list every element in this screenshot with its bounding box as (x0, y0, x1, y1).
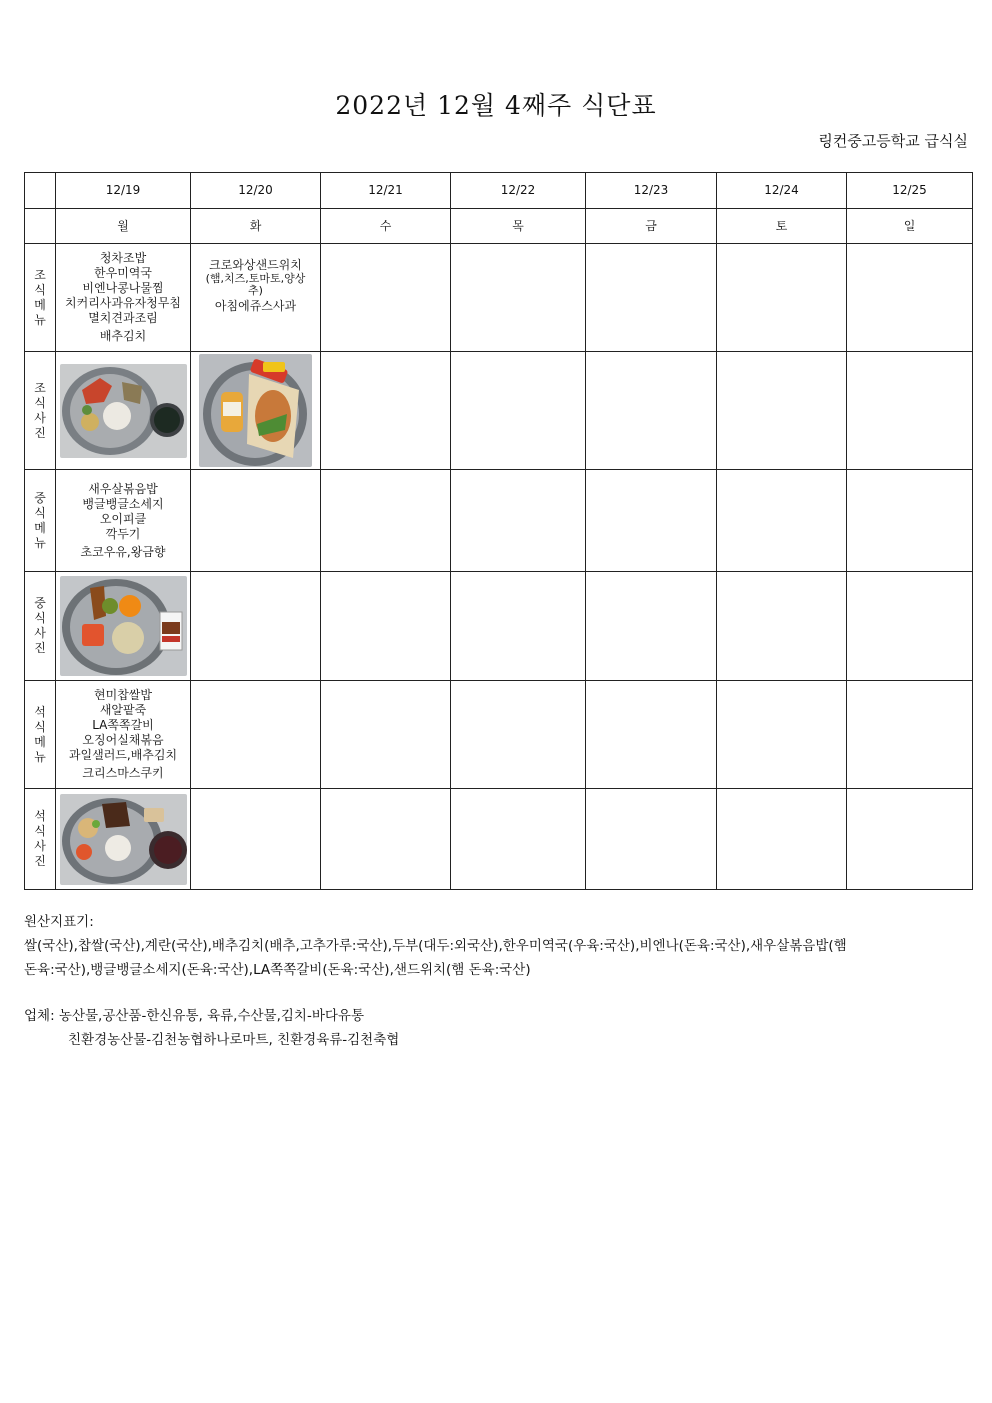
date-cell: 12/24 (717, 173, 847, 209)
empty-cell (586, 789, 717, 890)
empty-cell (717, 572, 847, 681)
lunch-menu-row (25, 470, 973, 572)
school-name: 링컨중고등학교 급식실 (818, 132, 968, 150)
day-cell: 토 (717, 209, 847, 244)
day-cell: 목 (451, 209, 586, 244)
empty-cell (321, 681, 451, 789)
breakfast-photo-row (25, 352, 973, 470)
day-cell: 일 (847, 209, 973, 244)
empty-cell (847, 470, 973, 572)
vendor-line: 업체: 농산물,공산품-한신유통, 육류,수산물,김치-바다유통 (24, 1008, 364, 1024)
dinner-photo-mon (60, 794, 187, 885)
date-cell: 12/22 (451, 173, 586, 209)
lunch-photo-mon (60, 576, 187, 676)
empty-cell (191, 681, 321, 789)
footer-notes (24, 910, 954, 1052)
empty-cell (586, 352, 717, 470)
empty-cell (321, 352, 451, 470)
origin-line: 쌀(국산),찹쌀(국산),계란(국산),배추김치(배추,고추가루:국산),두부(대두:외국산),한우미역국(우육:국산),비엔나(돈육:국산),새우살볶음밥(햄 (24, 938, 847, 954)
date-row (25, 173, 973, 209)
day-cell: 화 (191, 209, 321, 244)
row-label: 중 식 사 진 (25, 572, 56, 681)
empty-cell (191, 789, 321, 890)
row-label: 조 식 사 진 (25, 352, 56, 470)
date-cell: 12/19 (56, 173, 191, 209)
row-label: 조 식 메 뉴 (25, 244, 56, 352)
day-cell: 월 (56, 209, 191, 244)
empty-cell (717, 244, 847, 352)
empty-cell (847, 681, 973, 789)
empty-cell (451, 789, 586, 890)
empty-cell (586, 572, 717, 681)
empty-cell (451, 244, 586, 352)
empty-cell (717, 352, 847, 470)
photo-cell-mon (56, 572, 191, 681)
photo-cell-tue (191, 352, 321, 470)
empty-cell (847, 789, 973, 890)
row-label: 석 식 메 뉴 (25, 681, 56, 789)
lunch-photo-row (25, 572, 973, 681)
empty-cell (717, 789, 847, 890)
breakfast-photo-tue (199, 354, 312, 467)
photo-cell-mon (56, 789, 191, 890)
origin-line: 돈육:국산),뱅글뱅글소세지(돈육:국산),LA쪽쪽갈비(돈육:국산),샌드위치(햄 돈육:국산) (24, 962, 531, 978)
corner-cell (25, 173, 56, 209)
empty-cell (451, 681, 586, 789)
empty-cell (717, 681, 847, 789)
row-label: 중 식 메 뉴 (25, 470, 56, 572)
empty-cell (451, 470, 586, 572)
empty-cell (191, 470, 321, 572)
date-cell: 12/20 (191, 173, 321, 209)
menu-cell-mon: 새우살볶음밥 뱅글뱅글소세지 오이피클 깍두기 초코우유,왕금향 (56, 470, 191, 572)
photo-cell-mon (56, 352, 191, 470)
day-cell: 금 (586, 209, 717, 244)
empty-cell (717, 470, 847, 572)
menu-cell-mon: 청차조밥 한우미역국 비엔나콩나물찜 치커리사과유자청무침 멸치견과조림 배추김치 (56, 244, 191, 352)
empty-cell (321, 244, 451, 352)
dinner-menu-row (25, 681, 973, 789)
empty-cell (586, 681, 717, 789)
date-cell: 12/23 (586, 173, 717, 209)
row-label: 석 식 사 진 (25, 789, 56, 890)
empty-cell (586, 470, 717, 572)
empty-cell (451, 352, 586, 470)
origin-label: 원산지표기: (24, 914, 94, 930)
empty-cell (451, 572, 586, 681)
empty-cell (321, 789, 451, 890)
empty-cell (586, 244, 717, 352)
date-cell: 12/21 (321, 173, 451, 209)
day-row (25, 209, 973, 244)
empty-cell (321, 470, 451, 572)
corner-cell (25, 209, 56, 244)
page-title: 2022년 12월 4째주 식단표 (335, 91, 657, 120)
dinner-photo-row (25, 789, 973, 890)
empty-cell (847, 244, 973, 352)
empty-cell (321, 572, 451, 681)
breakfast-menu-row (25, 244, 973, 352)
day-cell: 수 (321, 209, 451, 244)
menu-cell-mon: 현미찹쌀밥 새알팥죽 LA쪽쪽갈비 오징어실채볶음 과일샐러드,배추김치 크리스마스쿠키 (56, 681, 191, 789)
menu-cell-tue: 크로와상샌드위치 (햄,치즈,토마토,양상 추) 아침에쥬스사과 (191, 244, 321, 352)
breakfast-photo-mon (60, 364, 187, 458)
empty-cell (847, 352, 973, 470)
meal-table (24, 172, 973, 890)
empty-cell (191, 572, 321, 681)
date-cell: 12/25 (847, 173, 973, 209)
vendor-line: 친환경농산물-김천농협하나로마트, 친환경육류-김천축협 (68, 1032, 400, 1048)
empty-cell (847, 572, 973, 681)
